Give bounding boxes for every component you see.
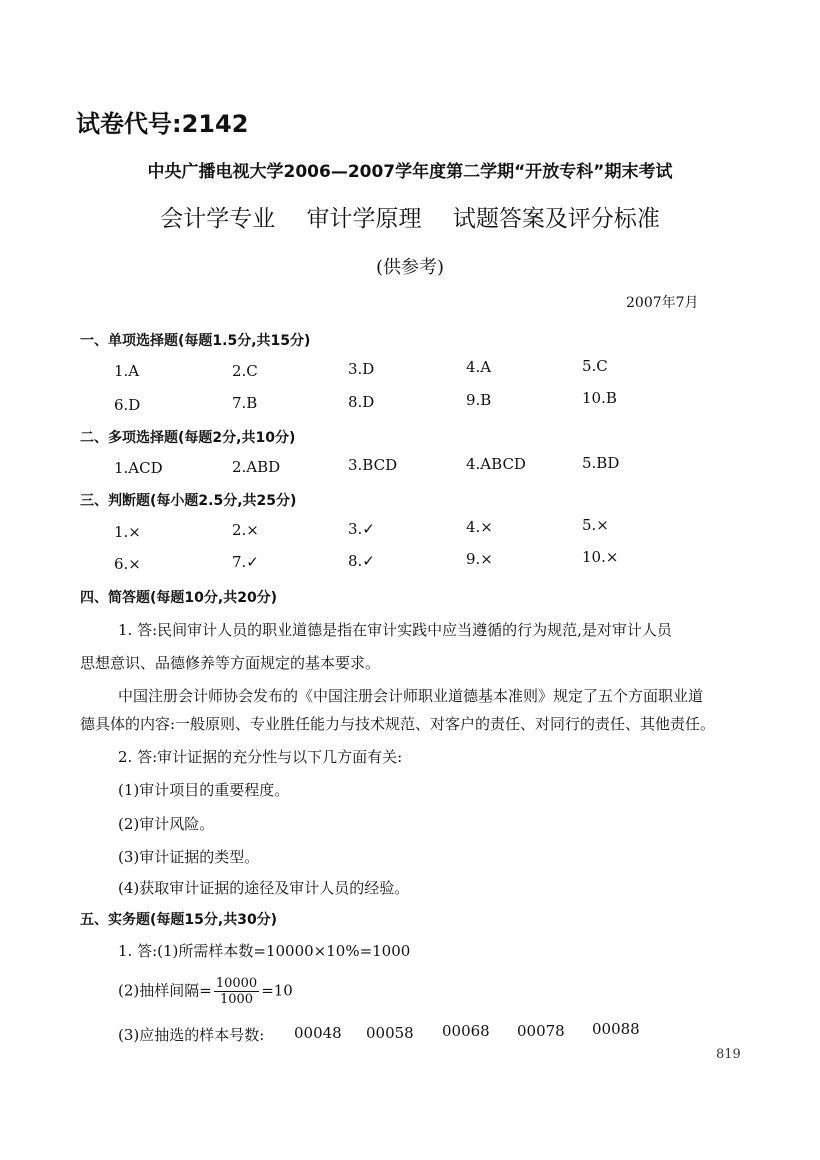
subject-major: 会计学专业	[160, 206, 276, 232]
s1-answer: 3.D	[348, 360, 375, 378]
s3-answer: 9.×	[466, 550, 493, 568]
s1-answer: 9.B	[466, 391, 492, 409]
fraction-numerator: 10000	[215, 976, 258, 991]
fraction-denominator: 1000	[219, 992, 254, 1007]
interval-label: (2)抽样间隔=	[118, 981, 212, 1000]
s1-answer: 8.D	[348, 393, 375, 411]
exam-date: 2007年7月	[626, 295, 699, 311]
s4-line: 德具体的内容:一般原则、专业胜任能力与技术规范、对客户的责任、对同行的责任、其他责任。	[80, 715, 716, 733]
s5-line1: 1. 答:(1)所需样本数=10000×10%=1000	[118, 942, 411, 960]
s5-line3: (3)应抽选的样本号数:	[118, 1026, 265, 1044]
s2-answer: 1.ACD	[114, 459, 163, 477]
subject-course: 审计学原理	[306, 206, 422, 232]
section2-title: 二、多项选择题(每题2分,共10分)	[80, 430, 296, 446]
reference-note: (供参考)	[375, 257, 445, 278]
s4-line: (3)审计证据的类型。	[118, 848, 260, 866]
s1-answer: 7.B	[232, 394, 258, 412]
sample-number: 00088	[592, 1020, 640, 1038]
s4-line: (1)审计项目的重要程度。	[118, 781, 290, 799]
section3-title: 三、判断题(每小题2.5分,共25分)	[80, 493, 297, 509]
s1-answer: 10.B	[582, 389, 617, 407]
sample-number: 00048	[294, 1024, 342, 1042]
subject-doc: 试题答案及评分标准	[452, 206, 660, 232]
section1-title: 一、单项选择题(每题1.5分,共15分)	[80, 333, 311, 349]
paper-code: 试卷代号:2142	[76, 110, 249, 138]
s4-line: 2. 答:审计证据的充分性与以下几方面有关:	[118, 748, 403, 766]
s2-answer: 4.ABCD	[466, 455, 526, 473]
subject-title	[0, 200, 820, 233]
section4-title: 四、简答题(每题10分,共20分)	[80, 590, 278, 606]
s2-answer: 5.BD	[582, 454, 620, 472]
interval-result: =10	[261, 981, 293, 1000]
exam-title: 中央广播电视大学2006—2007学年度第二学期“开放专科”期末考试	[147, 162, 673, 182]
s4-line: 思想意识、品德修养等方面规定的基本要求。	[80, 654, 381, 672]
interval-fraction	[214, 976, 259, 1007]
s1-answer: 1.A	[114, 362, 140, 380]
s2-answer: 2.ABD	[232, 458, 281, 476]
s3-answer: 4.×	[466, 518, 493, 536]
section5-title: 五、实务题(每题15分,共30分)	[80, 912, 278, 928]
page-number: 819	[716, 1047, 741, 1062]
s3-answer: 10.×	[582, 548, 619, 566]
s3-answer: 8.✓	[348, 552, 375, 570]
s4-line: (2)审计风险。	[118, 815, 215, 833]
s3-answer: 6.×	[114, 555, 141, 573]
s5-line2	[118, 976, 293, 1007]
s2-answer: 3.BCD	[348, 456, 398, 474]
s4-line: 中国注册会计师协会发布的《中国注册会计师职业道德基本准则》规定了五个方面职业道	[118, 687, 704, 705]
s4-line: (4)获取审计证据的途径及审计人员的经验。	[118, 879, 410, 897]
s3-answer: 7.✓	[232, 553, 259, 571]
sample-number: 00068	[442, 1022, 490, 1040]
s3-answer: 1.×	[114, 523, 141, 541]
s1-answer: 2.C	[232, 362, 258, 380]
sample-number: 00078	[517, 1022, 565, 1040]
sample-number: 00058	[366, 1024, 414, 1042]
s3-answer: 2.×	[232, 521, 259, 539]
s4-line: 1. 答:民间审计人员的职业道德是指在审计实践中应当遵循的行为规范,是对审计人员	[118, 621, 672, 639]
s3-answer: 3.✓	[348, 520, 375, 538]
s1-answer: 4.A	[466, 358, 492, 376]
s3-answer: 5.×	[582, 516, 609, 534]
s1-answer: 6.D	[114, 396, 141, 414]
s1-answer: 5.C	[582, 357, 608, 375]
